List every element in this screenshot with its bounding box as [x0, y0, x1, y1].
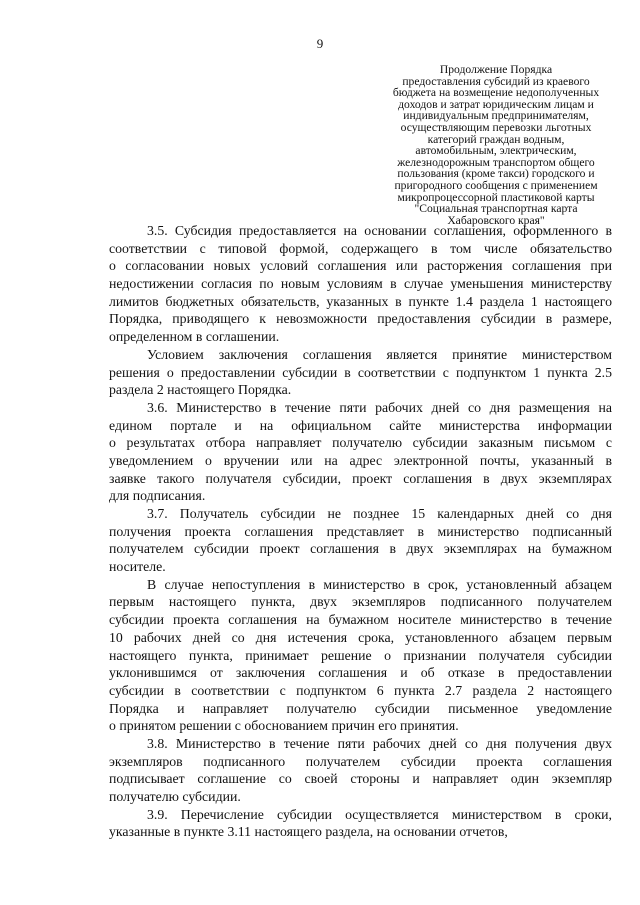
text-line: В случае непоступления в министерство в срок, установленный абзацем [147, 576, 612, 592]
text-line: получения проекта соглашения представляет в министерство подписанный [109, 523, 612, 539]
text-line: носителе. [109, 559, 166, 575]
text-line: решения о предоставлении субсидии в соответствии с подпунктом 1 пункта 2.5 [109, 364, 612, 380]
document-body [109, 222, 612, 841]
text-line: уведомлением о вручении или на адрес электронной почты, указанный в [109, 452, 612, 468]
text-line: недостижении согласия по новым условиям в случае уменьшения министерству [109, 276, 612, 292]
header-line: бюджета на возмещение недополученных [392, 86, 600, 100]
text-line: 3.7. Получатель субсидии не позднее 15 календарных дней со дня [147, 506, 612, 521]
text-line: едином портале и на официальном сайте министерства информации [109, 417, 612, 433]
text-line: для подписания. [109, 488, 206, 504]
text-line: раздела 2 настоящего Порядка. [109, 382, 292, 398]
header-line: пользования (кроме такси) городского и [397, 167, 595, 181]
text-line: подписывает соглашение со своей стороны и направляет один экземпляр [109, 771, 612, 787]
header-line: железнодорожным транспортом общего [397, 155, 595, 169]
text-line: получателем субсидии проект соглашения в двух экземплярах на бумажном [109, 541, 612, 557]
text-line: настоящего пункта, принимает решение о признании получателя субсидии [109, 647, 612, 663]
text-line: определенном в соглашении. [109, 329, 280, 345]
header-line: категорий граждан водным, [427, 132, 565, 146]
paragraph-p-non-receipt [109, 576, 612, 735]
text-line: Порядка, приводящего к невозможности предоставления субсидии в размере, [109, 311, 612, 327]
text-line: субсидии в соответствии с подпунктом 6 пункта 2.7 раздела 2 настоящего [109, 682, 612, 698]
paragraph-p-condition [109, 346, 612, 399]
header-line: "Социальная транспортная карта [414, 202, 578, 216]
text-line: уклонившимся от заключения соглашения и об отказе в предоставлении [109, 665, 612, 681]
text-line: получателю субсидии. [109, 789, 241, 804]
header-line: Продолжение Порядка [439, 63, 553, 76]
text-line: первым настоящего пункта, двух экземпляров подписанного получателем [109, 594, 612, 610]
paragraph-p-3-5 [109, 222, 612, 346]
paragraph-p-3-8 [109, 735, 612, 806]
text-line: экземпляров подписанного получателем субсидии проекта соглашения [109, 753, 612, 769]
text-line: заявке такого получателя субсидии, проект соглашения в двух экземплярах [109, 470, 612, 486]
text-line: о результатах отбора направляет получателю субсидии заказным письмом с [109, 435, 612, 451]
header-line: доходов и затрат юридическим лицам и [398, 97, 594, 111]
header-line: Хабаровского края" [447, 213, 545, 227]
header-line: пригородного сообщения с применением [394, 178, 598, 192]
text-line: 3.5. Субсидия предоставляется на основании соглашения, оформленного в [147, 223, 612, 238]
text-line: 3.8. Министерство в течение пяти рабочих дней со дня получения двух [147, 735, 612, 751]
header-line: автомобильным, электрическим, [415, 144, 577, 158]
page-number: 9 [316, 36, 324, 51]
header-line: микропроцессорной пластиковой карты [397, 190, 595, 204]
text-line: 3.9. Перечисление субсидии осуществляется министерством в сроки, [147, 806, 612, 822]
text-line: лимитов бюджетных обязательств, указанных в пункте 1.4 раздела 1 настоящего [109, 293, 612, 309]
continuation-header [372, 64, 620, 226]
text-line: соответствии с типовой формой, содержащего в том числе обязательство [109, 240, 612, 256]
text-line: указанные в пункте 3.11 настоящего раздела, на основании отчетов, [109, 824, 508, 840]
header-line: осуществляющим перевозки льготных [400, 120, 592, 134]
text-line: о принятом решении с обоснованием причин его принятия. [109, 718, 459, 734]
paragraph-p-3-6 [109, 399, 612, 505]
paragraph-p-3-7 [109, 505, 612, 576]
text-line: Порядка и направляет получателю субсидии письменное уведомление [109, 700, 612, 716]
header-line: индивидуальным предпринимателям, [403, 109, 589, 123]
text-line: Условием заключения соглашения является принятие министерством [147, 346, 612, 362]
text-line: о согласовании новых условий соглашения или расторжения соглашения при [109, 258, 612, 274]
text-line: субсидии проекта соглашения на бумажном носителе министерство в течение [109, 612, 612, 628]
header-line: предоставления субсидий из краевого [402, 74, 590, 88]
text-line: 3.6. Министерство в течение пяти рабочих дней со дня размещения на [147, 399, 612, 415]
text-line: 10 рабочих дней со дня истечения срока, установленного абзацем первым [109, 629, 612, 645]
paragraph-p-3-9 [109, 806, 612, 841]
